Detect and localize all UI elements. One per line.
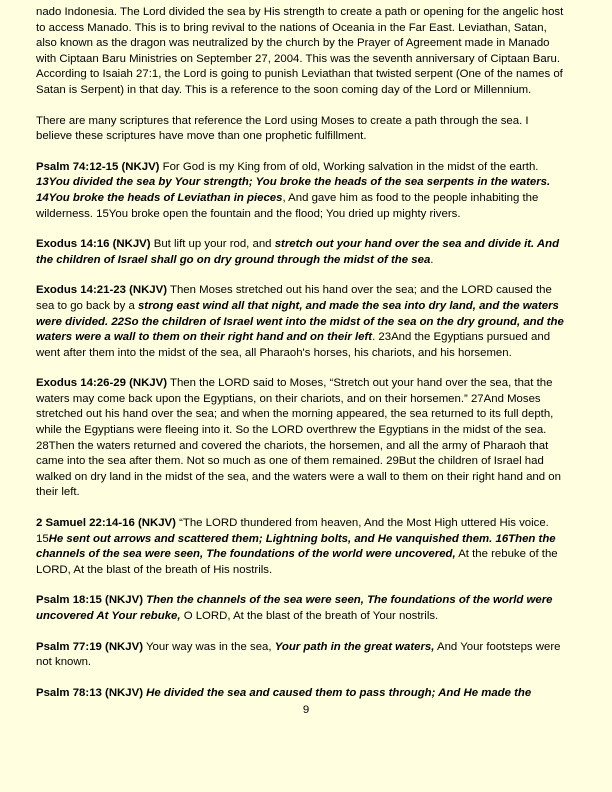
body-text: Your way was in the sea, <box>143 640 275 653</box>
scripture-reference: Psalm 77:19 (NKJV) <box>36 640 143 653</box>
scripture-reference: Exodus 14:21-23 (NKJV) <box>36 284 168 297</box>
scripture-reference: Psalm 74:12-15 (NKJV) <box>36 160 160 173</box>
exodus-14-21-paragraph <box>36 283 564 361</box>
psalm-18-paragraph <box>36 593 564 624</box>
body-text: nado Indonesia. The Lord divided the sea by His strength to create a path or opening for the angelic host to access Manado. This is to bring revival to the nations of Oceania in the Far East. Leviathan, Satan, also known as the dragon was neutralized by the church by the Prayer of Agreement made in Manado with Ciptaan Baru Ministries on September 27, 2004. This was the seventh anniversary of Ciptaan Baru. According to Isaiah 27:1, the Lord is going to punish Leviathan that twisted serpent (One of the names of Satan is Serpent) in that day. This is a reference to the soon coming day of the Lord or Millennium. <box>36 6 564 96</box>
emphasized-text: strong east wind all that night, and made the sea into dry land, and the waters were divided. 22So the children of Israel went into the midst of the sea on the dry ground, and the waters were a wall to them on their right hand and on their left <box>36 299 564 344</box>
body-text: . 23And the Egyptians pursued and went after them into the midst of the sea, all Pharaoh's horses, his chariots, and his horsemen. <box>36 331 551 359</box>
scripture-reference: Exodus 14:26-29 (NKJV) <box>36 377 168 390</box>
emphasized-text: He sent out arrows and scattered them; Lightning bolts, and He vanquished them. 16Then the channels of the sea were seen, The foundations of the world were uncovered, <box>36 532 556 561</box>
body-text: There are many scriptures that reference the Lord using Moses to create a path through the sea. I believe these scriptures have move than one prophetic fulfillment. <box>36 114 529 143</box>
scripture-reference: 2 Samuel 22:14-16 (NKJV) <box>36 517 176 530</box>
body-text: At the rebuke of the LORD, At the blast of the breath of His nostrils. <box>36 548 558 576</box>
body-text: O LORD, At the blast of the breath of Your nostrils. <box>180 610 439 622</box>
scripture-reference: Psalm 18:15 (NKJV) <box>36 594 143 607</box>
page-number: 9 <box>302 704 310 716</box>
emphasized-text: Then the channels of the sea were seen, The foundations of the world were uncovered At Your rebuke, <box>36 594 553 622</box>
body-text: “The LORD thundered from heaven, And the Most High uttered His voice. 15 <box>36 517 549 545</box>
psalm-74-paragraph <box>36 160 564 222</box>
exodus-14-26-paragraph <box>36 376 564 501</box>
psalm-78-paragraph <box>36 686 564 702</box>
samuel-22-paragraph <box>36 516 564 578</box>
body-text: And Your footsteps were not known. <box>36 640 561 669</box>
scripture-reference: Psalm 78:13 (NKJV) <box>36 686 143 699</box>
exodus-14-16-paragraph <box>36 237 564 268</box>
emphasized-text: stretch out your hand over the sea and divide it. And the children of Israel shall go on dry ground through the midst of the sea <box>36 238 560 266</box>
body-text: For God is my King from of old, Working salvation in the midst of the earth. <box>159 160 539 173</box>
psalm-77-paragraph <box>36 640 564 671</box>
intro-paragraph <box>36 5 564 99</box>
emphasized-text: 13You divided the sea by Your strength; You broke the heads of the sea serpents in the waters. 14You broke the heads of Leviathan in pieces <box>36 176 551 204</box>
document-body <box>36 5 564 701</box>
emphasized-text: Your path in the great waters, <box>274 640 435 653</box>
scriptures-intro-paragraph <box>36 114 564 145</box>
body-text: Then the LORD said to Moses, “Stretch out your hand over the sea, that the waters may come back upon the Egyptians, on their chariots, and on their horsemen.” 27And Moses stretched out his hand over the sea; and when the morning appeared, the sea returned to its full depth, while the Egyptians were fleeing into it. So the LORD overthrew the Egyptians in the midst of the sea. 28Then the waters returned and covered the chariots, the horsemen, and all the army of Pharaoh that came into the sea after them. Not so much as one of them remained. 29But the children of Israel had walked on dry land in the midst of the sea, and the waters were a wall to them on their right hand and on their left. <box>36 377 561 499</box>
emphasized-text: He divided the sea and caused them to pass through; And He made the <box>146 686 532 699</box>
body-text: . <box>430 253 434 266</box>
body-text: But lift up your rod, and <box>150 238 275 251</box>
body-text: , And gave him as food to the people inhabiting the wilderness. 15You broke open the fountain and the flood; You dried up mighty rivers. <box>36 191 539 220</box>
scripture-reference: Exodus 14:16 (NKJV) <box>36 238 151 251</box>
body-text: Then Moses stretched out his hand over the sea; and the LORD caused the sea to go back by a <box>36 284 552 312</box>
